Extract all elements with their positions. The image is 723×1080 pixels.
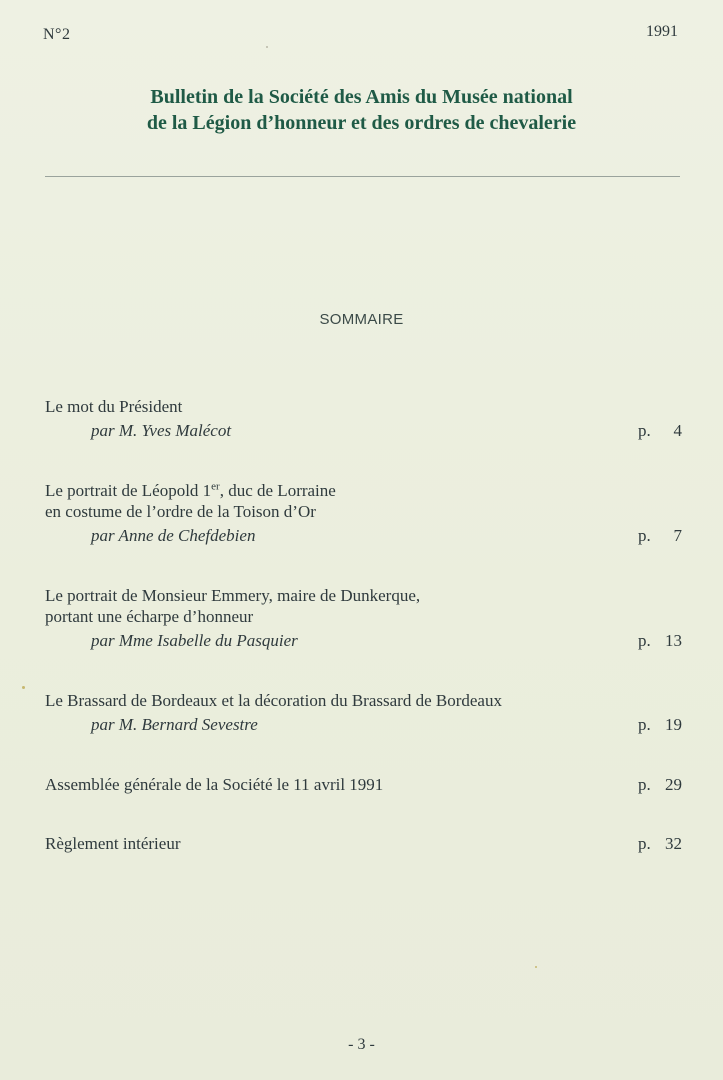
- page-number: 19: [665, 715, 682, 734]
- toc-entry-title: Le mot du Président: [45, 397, 183, 416]
- header-divider: [45, 176, 680, 177]
- issue-number: N°2: [43, 26, 71, 43]
- toc-entry-page: [638, 775, 682, 795]
- toc-entry-title-superscript: er: [211, 480, 220, 493]
- toc-entry-title: Le portrait de Monsieur Emmery, maire de Dunkerque,: [45, 586, 421, 605]
- toc-entry-author: par M. Bernard Sevestre: [91, 715, 258, 734]
- page-number: 29: [665, 775, 682, 794]
- page-prefix: p.: [638, 834, 651, 853]
- toc-entry-author: par Mme Isabelle du Pasquier: [91, 631, 298, 650]
- toc-entry-page: [638, 421, 682, 441]
- toc-entry-title: Le Brassard de Bordeaux et la décoration du Brassard de Bordeaux: [45, 691, 502, 710]
- toc-entry-title: en costume de l’ordre de la Toison d’Or: [45, 502, 316, 521]
- toc-entry-title: Assemblée générale de la Société le 11 avril 1991: [45, 775, 384, 794]
- page-number: 7: [673, 526, 682, 545]
- toc-entry-page: [638, 834, 682, 854]
- issue-year: 1991: [646, 23, 678, 40]
- bulletin-title-line-1: Bulletin de la Société des Amis du Musée national: [150, 86, 573, 108]
- toc-entry-title: portant une écharpe d’honneur: [45, 607, 254, 626]
- page-number: 4: [673, 421, 682, 440]
- toc-entry-title-part: Le portrait de Léopold 1: [45, 481, 212, 500]
- page-prefix: p.: [638, 631, 651, 650]
- bulletin-title: [0, 84, 723, 136]
- toc-entry-title: [45, 481, 336, 501]
- toc-entry-title-part: , duc de Lorraine: [219, 481, 336, 500]
- page-prefix: p.: [638, 526, 651, 545]
- page-prefix: p.: [638, 715, 651, 734]
- toc-entry-author: par Anne de Chefdebien: [91, 526, 256, 545]
- page-prefix: p.: [638, 421, 651, 440]
- page-number: 32: [665, 834, 682, 853]
- page-number: 13: [665, 631, 682, 650]
- toc-entry-page: [638, 715, 682, 735]
- toc-entry-page: [638, 526, 682, 546]
- bulletin-title-line-2: de la Légion d’honneur et des ordres de chevalerie: [146, 112, 577, 134]
- page-folio: - 3 -: [348, 1036, 375, 1053]
- toc-entry-author: par M. Yves Malécot: [91, 421, 232, 440]
- page-prefix: p.: [638, 775, 651, 794]
- paper-speck: [535, 966, 537, 968]
- toc-entry-title: Règlement intérieur: [45, 834, 181, 853]
- paper-speck: [266, 46, 268, 48]
- sommaire-heading: SOMMAIRE: [319, 311, 404, 328]
- toc-entry-page: [638, 631, 682, 651]
- paper-speck: [22, 686, 25, 689]
